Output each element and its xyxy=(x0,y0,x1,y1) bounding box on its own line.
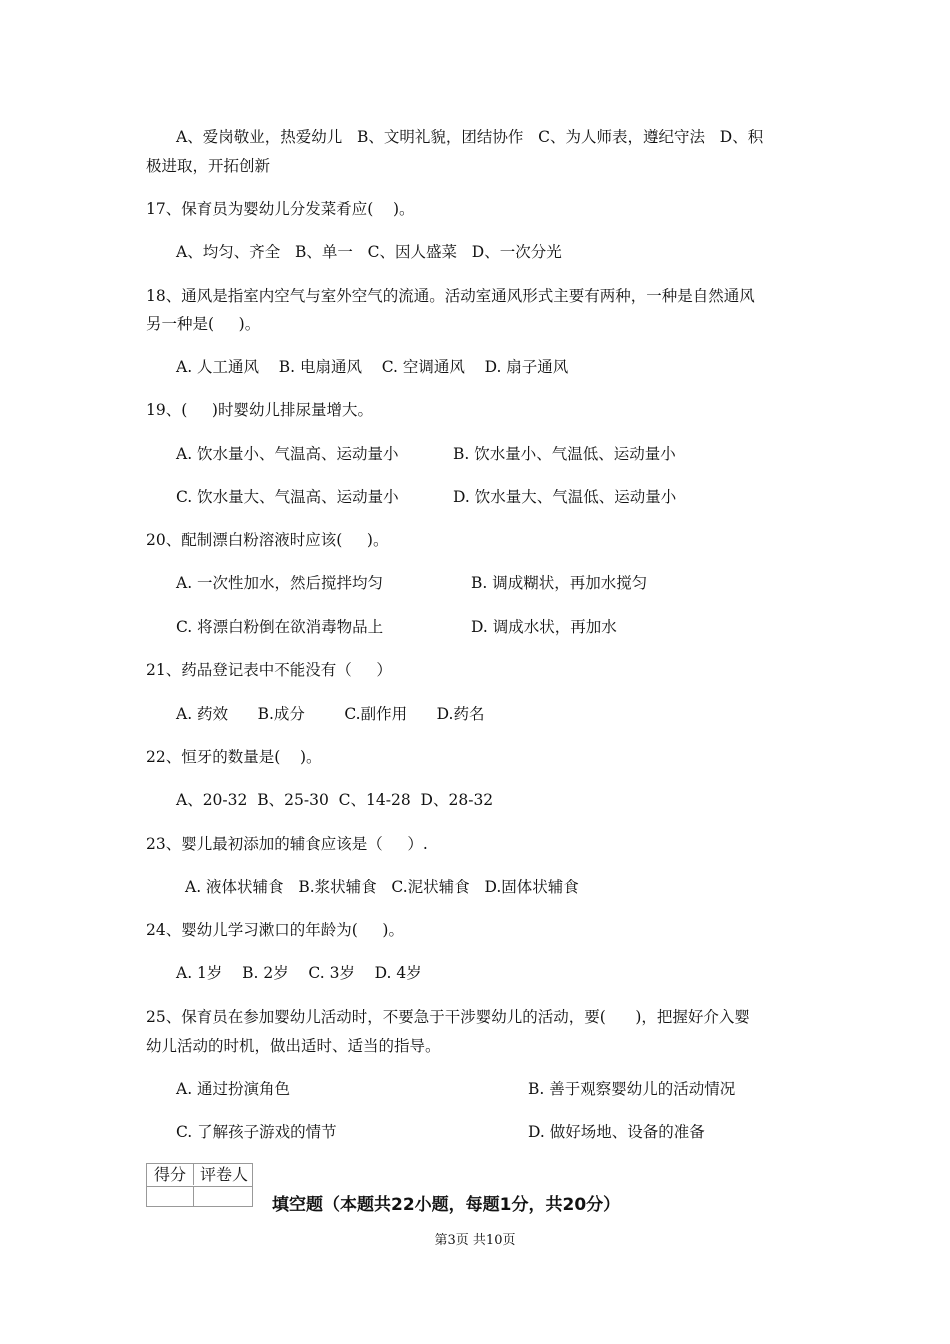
q20-option-b: B. 调成糊状，再加水搅匀 xyxy=(471,574,648,592)
section-title: 填空题（本题共22小题，每题1分，共20分） xyxy=(272,1195,621,1215)
q17-options: A、均匀、齐全 B、单一 C、因人盛菜 D、一次分光 xyxy=(176,243,562,261)
grader-label: 评卷人 xyxy=(199,1165,248,1184)
q24-options: A. 1岁 B. 2岁 C. 3岁 D. 4岁 xyxy=(176,964,422,982)
q25-option-b: B. 善于观察婴幼儿的活动情况 xyxy=(528,1080,736,1098)
q19-option-b: B. 饮水量小、气温低、运动量小 xyxy=(453,445,676,463)
q22-stem: 22、恒牙的数量是( )。 xyxy=(146,748,322,766)
q21-options: A. 药效 B.成分 C.副作用 D.药名 xyxy=(176,705,485,723)
q18-options: A. 人工通风 B. 电扇通风 C. 空调通风 D. 扇子通风 xyxy=(176,358,569,376)
q16-options-line2: 极进取，开拓创新 xyxy=(146,157,271,175)
q25-stem-line2: 幼儿活动的时机，做出适时、适当的指导。 xyxy=(146,1037,441,1055)
q25-stem-line1: 25、保育员在参加婴幼儿活动时，不要急于干涉婴幼儿的活动，要( )，把握好介入婴 xyxy=(146,1008,750,1026)
q23-options: A. 液体状辅食 B.浆状辅食 C.泥状辅食 D.固体状辅食 xyxy=(185,878,579,896)
q19-option-d: D. 饮水量大、气温低、运动量小 xyxy=(453,488,677,506)
q18-stem-line2: 另一种是( )。 xyxy=(146,315,261,333)
q22-options: A、20-32 B、25-30 C、14-28 D、28-32 xyxy=(176,791,494,809)
q24-stem: 24、婴幼儿学习漱口的年龄为( )。 xyxy=(146,921,404,939)
q19-stem: 19、( )时婴幼儿排尿量增大。 xyxy=(146,401,373,419)
q17-stem: 17、保育员为婴幼儿分发菜肴应( )。 xyxy=(146,200,415,218)
q20-option-c: C. 将漂白粉倒在欲消毒物品上 xyxy=(176,618,384,636)
q21-stem: 21、药品登记表中不能没有（ ） xyxy=(146,661,392,679)
q25-option-d: D. 做好场地、设备的准备 xyxy=(528,1123,705,1141)
q16-options-line1: A、爱岗敬业，热爱幼儿 B、文明礼貌，团结协作 C、为人师表，遵纪守法 D、积 xyxy=(176,128,764,146)
q25-option-a: A. 通过扮演角色 xyxy=(176,1080,291,1098)
q19-option-a: A. 饮水量小、气温高、运动量小 xyxy=(176,445,399,463)
q20-option-d: D. 调成水状，再加水 xyxy=(471,618,617,636)
score-box-vertical-divider xyxy=(193,1186,194,1206)
q20-option-a: A. 一次性加水，然后搅拌均匀 xyxy=(176,574,384,592)
q23-stem: 23、婴儿最初添加的辅食应该是（ ）. xyxy=(146,835,428,853)
score-label: 得分 xyxy=(147,1164,194,1185)
score-box-divider xyxy=(147,1186,252,1187)
score-box xyxy=(146,1163,253,1207)
q18-stem-line1: 18、通风是指室内空气与室外空气的流通。活动室通风形式主要有两种，一种是自然通风 xyxy=(146,287,755,305)
q19-option-c: C. 饮水量大、气温高、运动量小 xyxy=(176,488,399,506)
q25-option-c: C. 了解孩子游戏的情节 xyxy=(176,1123,337,1141)
page-footer: 第3页 共10页 xyxy=(434,1233,516,1248)
q20-stem: 20、配制漂白粉溶液时应该( )。 xyxy=(146,531,389,549)
